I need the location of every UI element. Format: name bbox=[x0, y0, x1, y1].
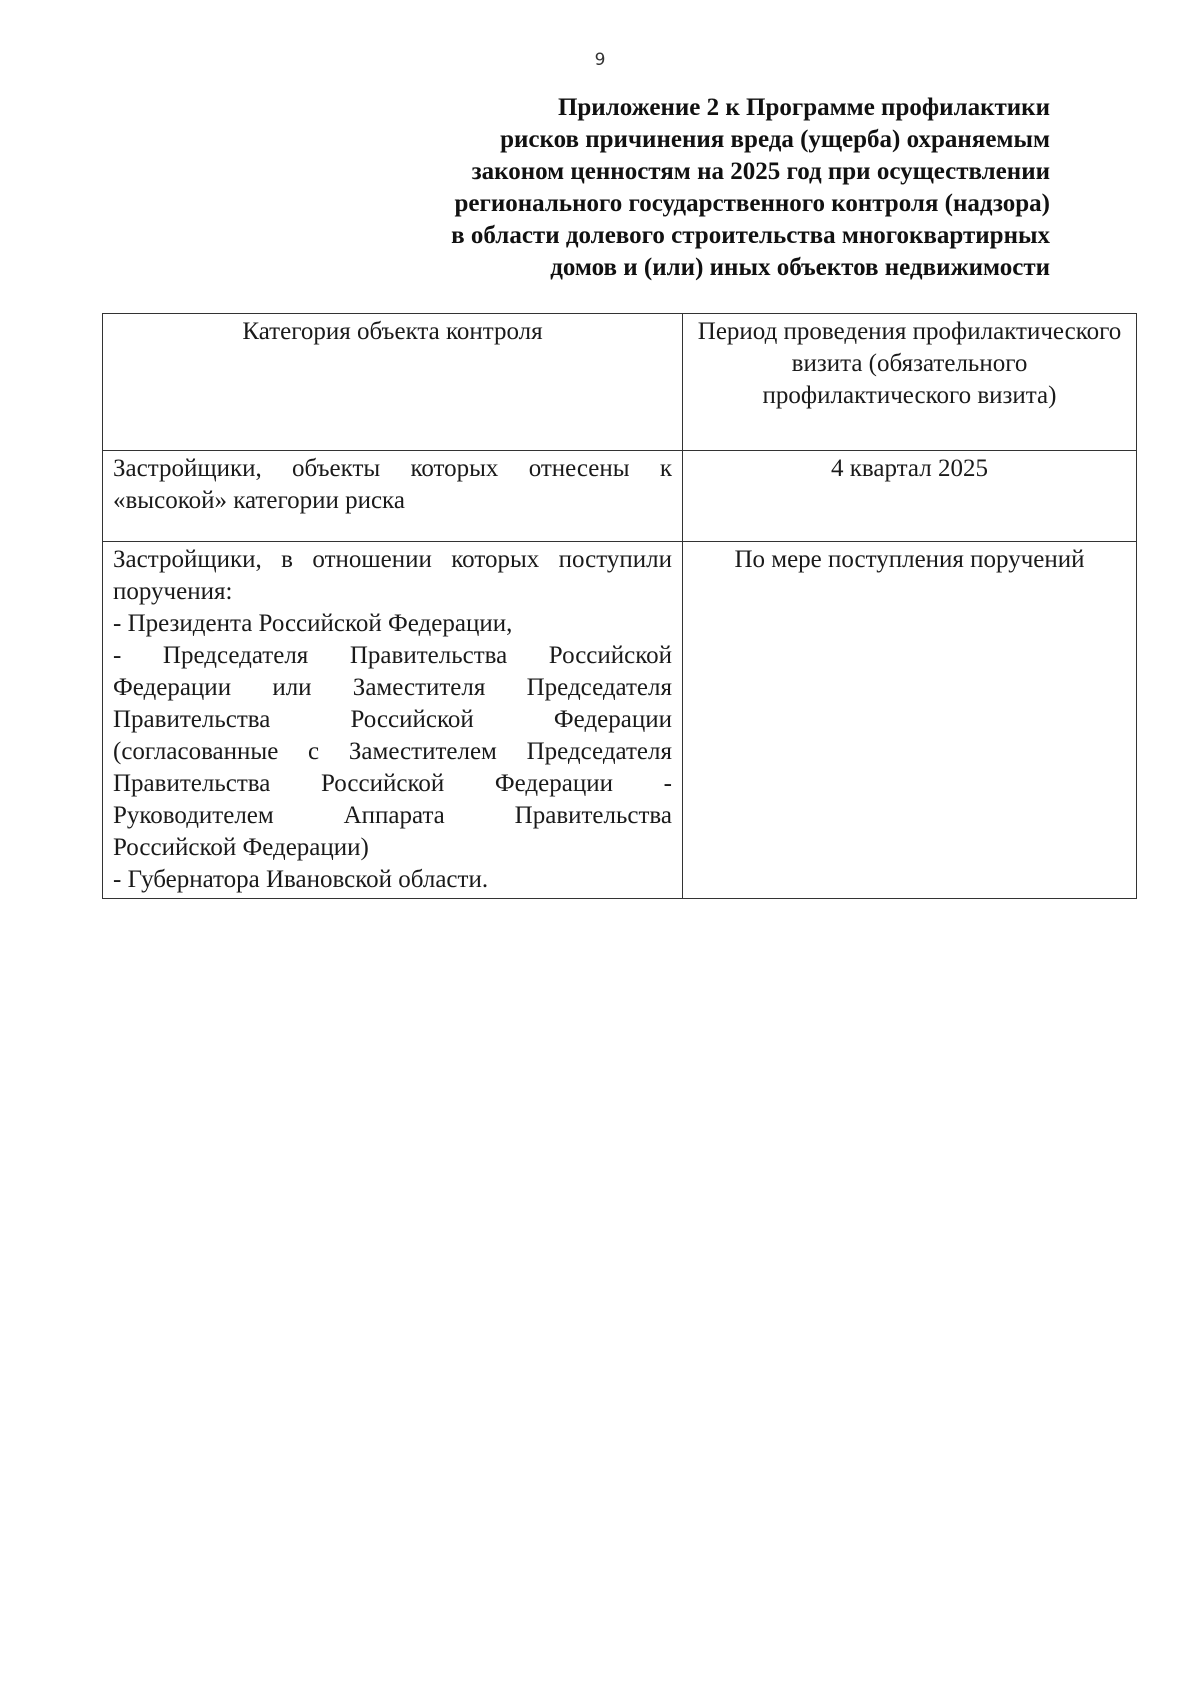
control-category-table bbox=[102, 313, 1137, 899]
table-row bbox=[103, 542, 1137, 899]
header-category: Категория объекта контроля bbox=[103, 314, 683, 451]
instructions-government: - Председателя Правительства Российской Федерации или Заместителя Председателя Правительства Российской Федерации (согласованные с Заместителем Председателя Правительства Российской Федерации - Руководителем Аппарата Правительства Российской Федерации) bbox=[113, 642, 672, 861]
row-category-high-risk: Застройщики, объекты которых отнесены к «высокой» категории риска bbox=[103, 451, 683, 542]
instructions-governor: - Губернатора Ивановской области. bbox=[113, 866, 489, 893]
appendix-heading-line: в области долевого строительства многоквартирных bbox=[451, 222, 1050, 249]
page-number: 9 bbox=[594, 50, 606, 70]
instructions-president: - Президента Российской Федерации, bbox=[113, 610, 513, 637]
appendix-heading-line: регионального государственного контроля (надзора) bbox=[454, 190, 1050, 217]
instructions-intro: Застройщики, в отношении которых поступили поручения: bbox=[113, 546, 672, 605]
table-row bbox=[103, 451, 1137, 542]
row-category-instructions bbox=[103, 542, 683, 899]
appendix-heading-line: домов и (или) иных объектов недвижимости bbox=[550, 254, 1050, 281]
appendix-heading-line: законом ценностям на 2025 год при осуществлении bbox=[471, 158, 1050, 185]
appendix-heading-line: Приложение 2 к Программе профилактики bbox=[557, 94, 1050, 121]
row-period-instructions: По мере поступления поручений bbox=[683, 542, 1137, 899]
row-period-high-risk: 4 квартал 2025 bbox=[683, 451, 1137, 542]
appendix-heading-line: рисков причинения вреда (ущерба) охраняемым bbox=[500, 126, 1050, 153]
header-period: Период проведения профилактического визита (обязательного профилактического визита) bbox=[683, 314, 1137, 451]
appendix-heading bbox=[290, 92, 1050, 284]
table-header-row bbox=[103, 314, 1137, 451]
